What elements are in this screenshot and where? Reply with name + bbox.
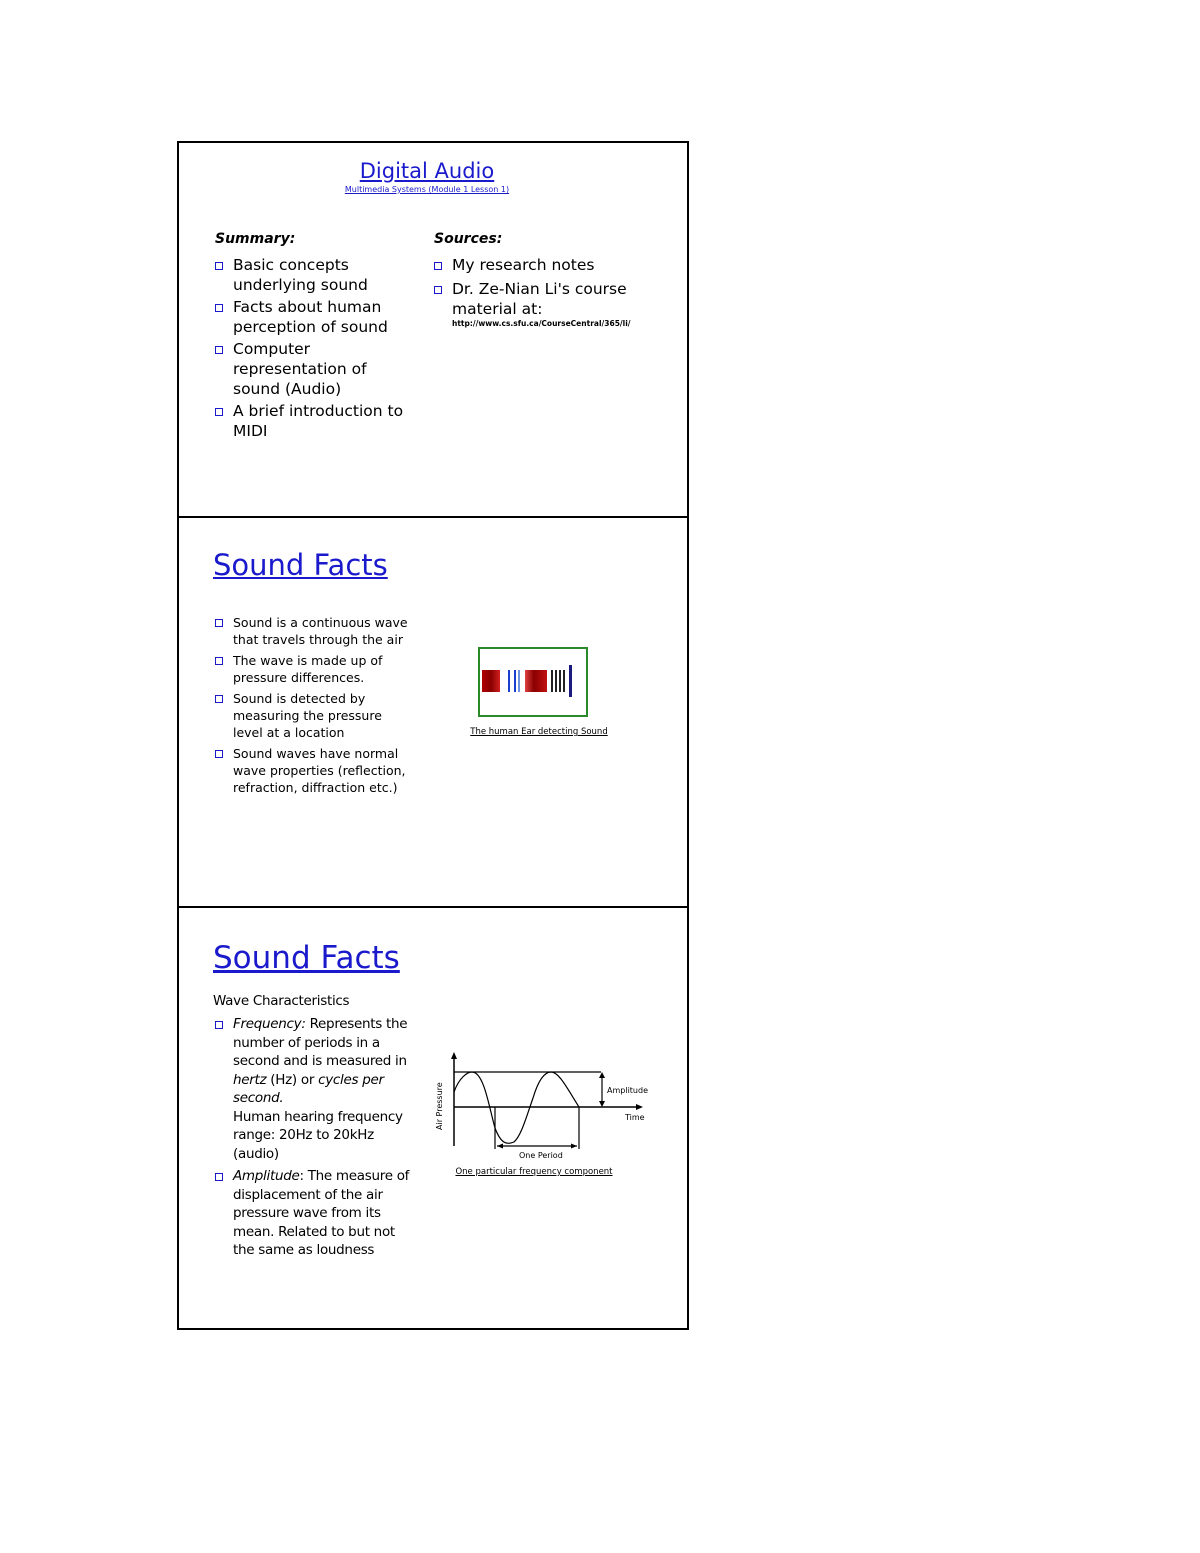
slide2-title: Sound Facts [213,548,388,582]
slide3-list [215,1015,415,1260]
square-bullet-icon [215,695,223,703]
square-bullet-icon [215,346,223,354]
square-bullet-icon [434,262,442,270]
sine-wave-graph [429,1048,649,1163]
list-item-frequency: Frequency: Represents the number of periods in a second and is measured in hertz (Hz) or cycles per second. Human hearing frequency range: 20Hz to 20kHz (audio) [215,1015,415,1163]
amplitude-label: Amplitude [607,1086,648,1095]
slide1-subtitle: Multimedia Systems (Module 1 Lesson 1) [344,185,510,194]
square-bullet-icon [215,750,223,758]
list-item: Sound is a continuous wave that travels through the air [215,614,410,648]
list-item: A brief introduction to MIDI [215,401,415,441]
sound-wave-figure [478,647,590,719]
air-pressure-label: Air Pressure [435,1082,444,1130]
slide-sound-facts-1 [177,516,689,908]
list-item: Sound is detected by measuring the pressure level at a location [215,690,410,741]
summary-heading: Summary: [215,231,296,247]
source-url[interactable]: http://www.cs.sfu.ca/CourseCentral/365/li/ [452,319,631,328]
slide3-figure-caption: One particular frequency component [455,1167,613,1177]
square-bullet-icon [434,286,442,294]
square-bullet-icon [215,304,223,312]
slide2-list [215,614,410,796]
square-bullet-icon [215,408,223,416]
list-item: Dr. Ze-Nian Li's course material at: [434,279,649,319]
time-label: Time [625,1113,645,1122]
slide3-title: Sound Facts [213,940,400,976]
ear-membrane [569,665,572,697]
sources-list [434,255,649,329]
list-item: Basic concepts underlying sound [215,255,415,295]
compression-band [482,670,500,692]
wave-characteristics-heading: Wave Characteristics [213,993,350,1009]
square-bullet-icon [215,1173,223,1181]
sources-heading: Sources: [434,231,503,247]
square-bullet-icon [215,1021,223,1029]
slide-sound-facts-2 [177,906,689,1330]
square-bullet-icon [215,619,223,627]
slide-digital-audio [177,141,689,518]
square-bullet-icon [215,262,223,270]
period-label: One Period [519,1151,563,1160]
list-item: Computer representation of sound (Audio) [215,339,415,399]
compression-band [525,670,547,692]
slide1-title: Digital Audio [359,159,495,183]
list-item: Sound waves have normal wave properties (reflection, refraction, diffraction etc.) [215,745,410,796]
slide2-figure-caption: The human Ear detecting Sound [470,727,608,737]
summary-list [215,255,415,441]
list-item: Facts about human perception of sound [215,297,415,337]
list-item: The wave is made up of pressure differences. [215,652,410,686]
list-item: My research notes [434,255,649,275]
list-item-amplitude: Amplitude: The measure of displacement of the air pressure wave from its mean. Related to but not the same as loudness [215,1167,415,1260]
square-bullet-icon [215,657,223,665]
